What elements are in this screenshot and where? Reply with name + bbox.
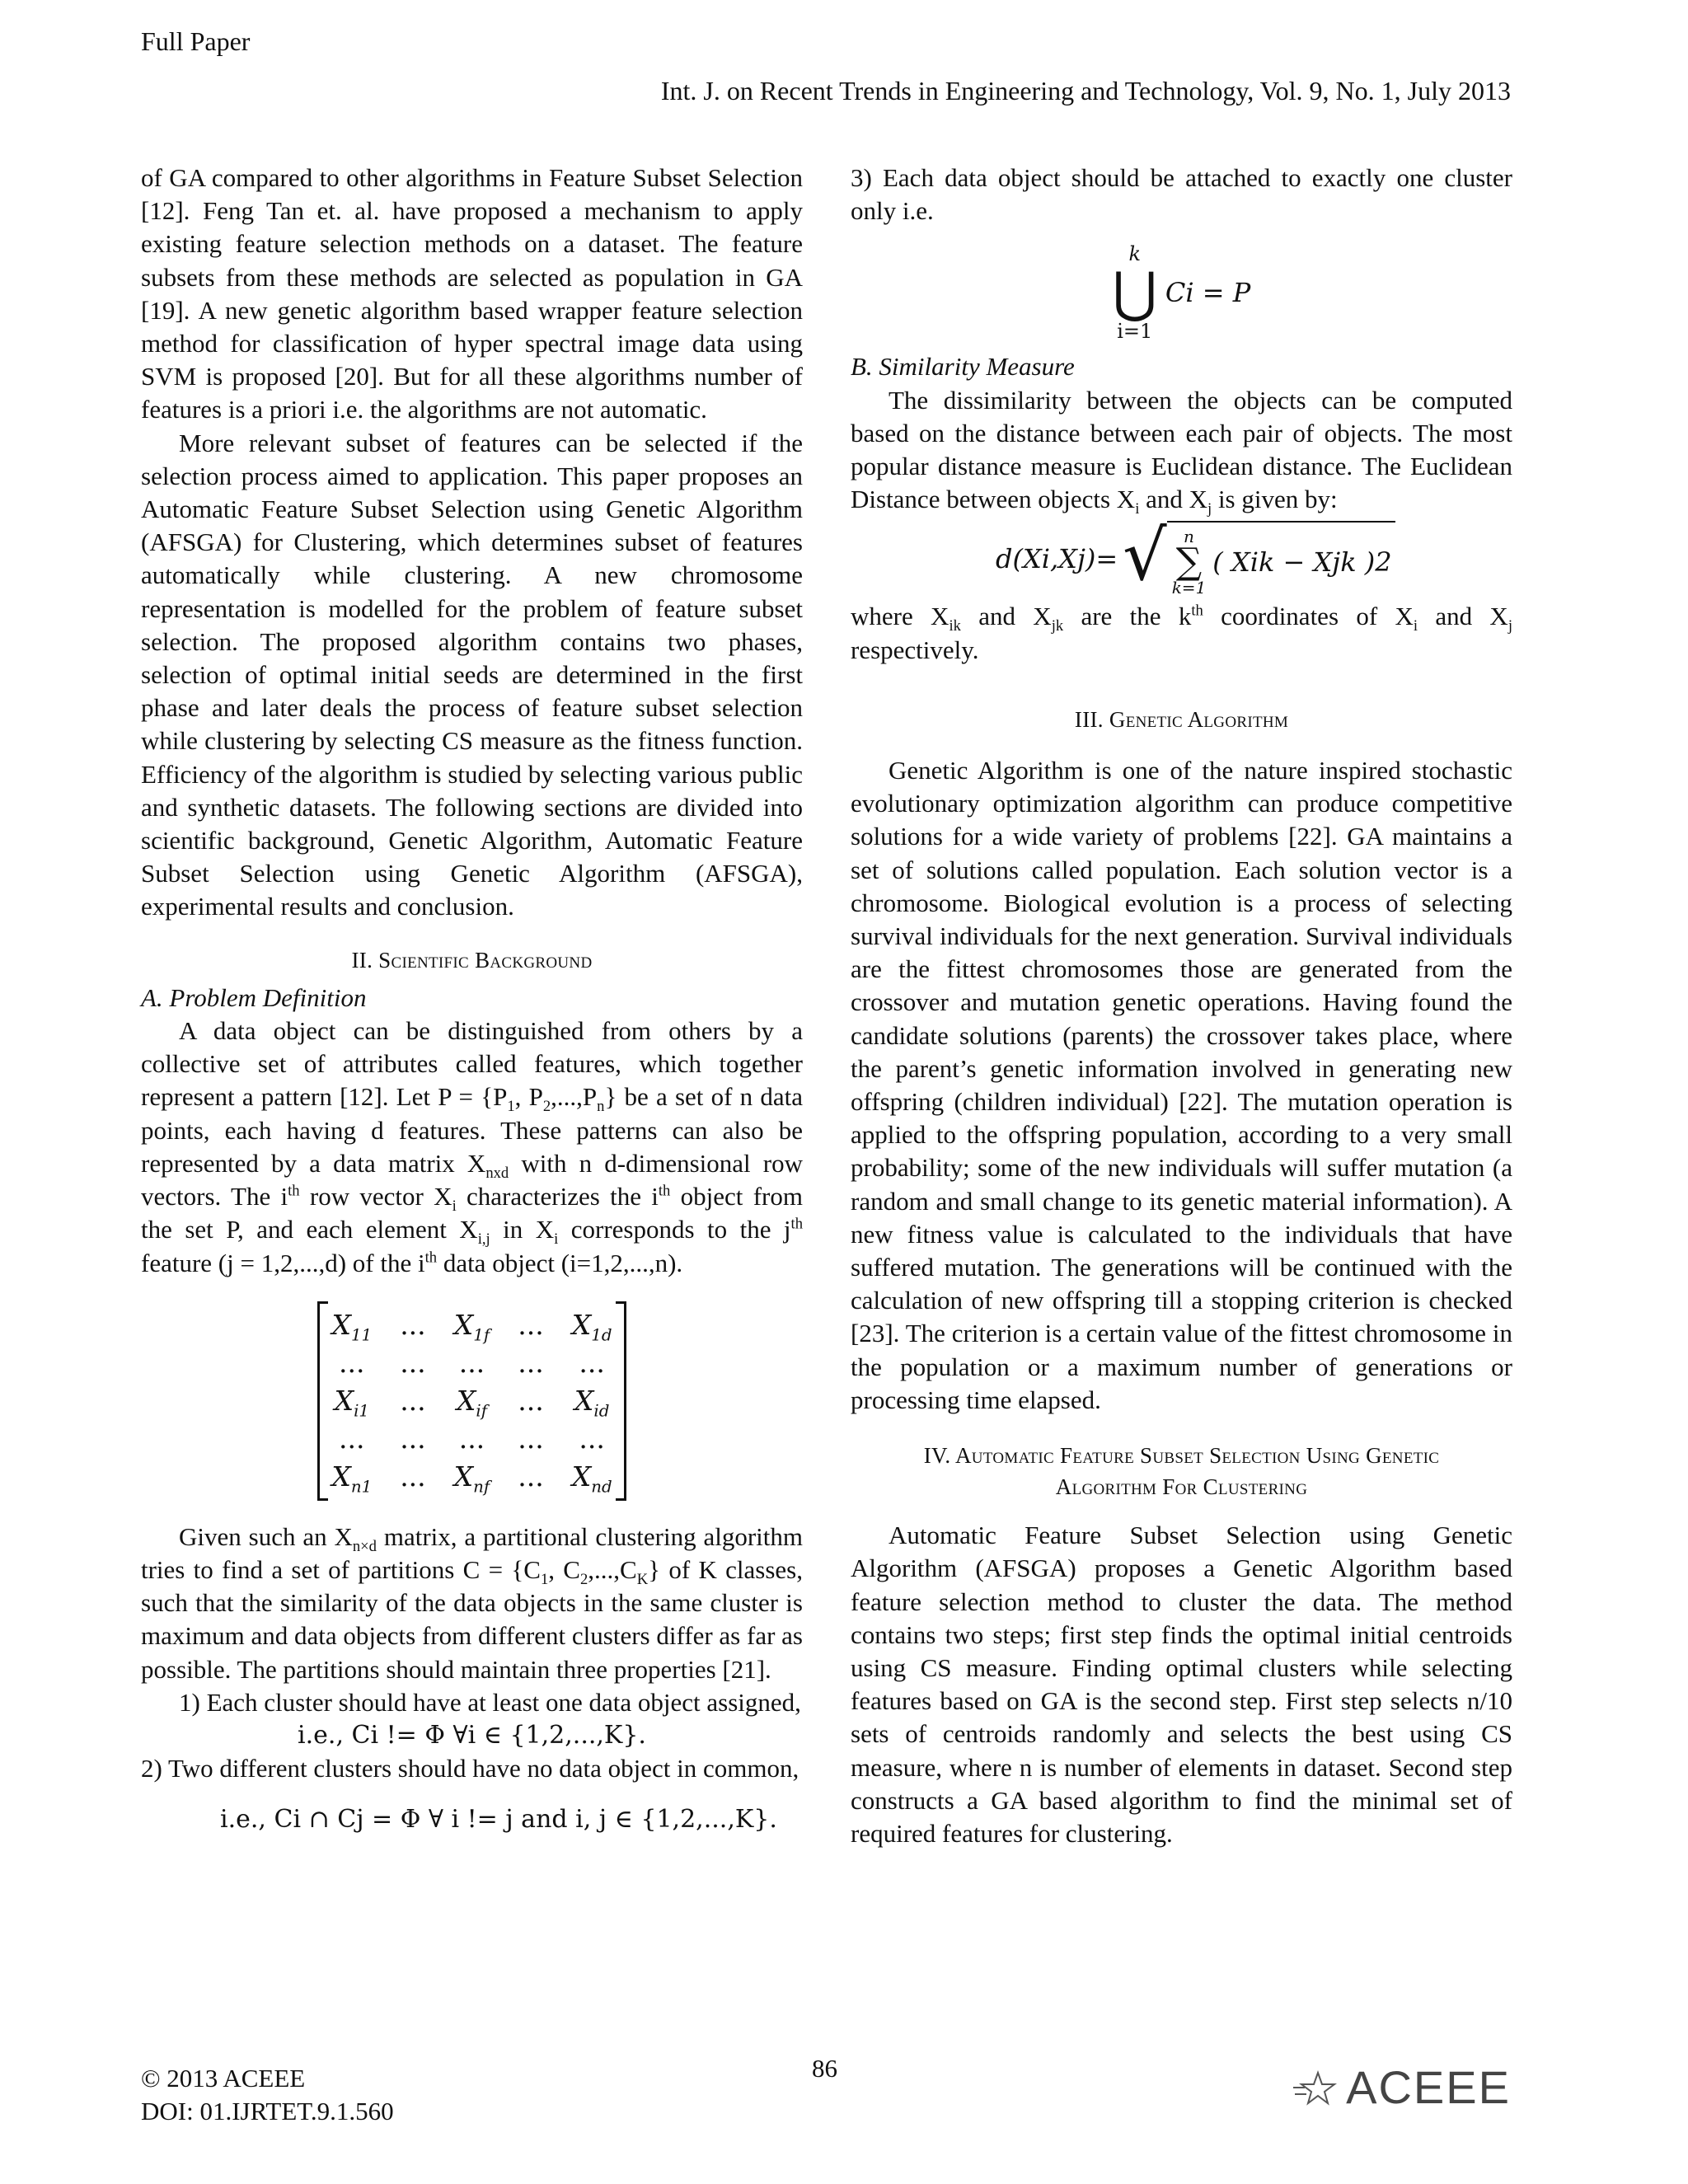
matrix-cell: ... bbox=[400, 1308, 426, 1341]
matrix-cell: ... bbox=[400, 1384, 426, 1417]
paragraph-problem-definition: A data object can be distinguished from others by a collective set of attributes called features, which together represent a pattern [12]. Let $P = \{P_1$, $P_2,...,P_n$} be a set of n data points, each having d features. These patterns can also be represented by a data matrix $X_{nxd}$ with n d-dimensional row vectors. The $i^{th}$ row vector $X_i$ characterizes the $i^{th}$ object from the set P, and each element $X_{i,j}$ in $X_i$ corresponds to the $j^{th}$ feature (j = 1,2,...,d) of the $i^{th}$ data object (i=1,2,...,n). bbox=[141, 1016, 804, 1277]
matrix-cell: $X_{11}$ bbox=[331, 1308, 373, 1345]
paragraph-similarity: The dissimilarity between the objects can be computed based on the distance between each pair of objects. The most popular distance measure is Euclidean distance. The Euclidean Distance between objects $X_i$ and $X_j$ is given by: bbox=[851, 385, 1512, 518]
copyright: © 2013 ACEEE bbox=[141, 2064, 306, 2093]
matrix-cell: ... bbox=[518, 1460, 544, 1493]
matrix-cell: ... bbox=[400, 1346, 426, 1379]
union-lower-limit: i=1 bbox=[1117, 320, 1153, 344]
union-equation bbox=[851, 236, 1512, 344]
paragraph-partitions: Given such an $X_{n\times d}$ matrix, a partitional clustering algorithm tries to find a set of partitions $C = \{C_1$, $C_2,...,C_K$} of K classes, such that the similarity of the data objects in the same cluster is maximum and data objects from different clusters differ as far as possible. The partitions should maintain three properties [21]. bbox=[141, 1521, 803, 1684]
paragraph-afsga: Automatic Feature Subset Selection using Genetic Algorithm (AFSGA) proposes a Genetic Algorithm based feature selection method to cluster the data. The method contains two steps; first step finds the optimal initial centroids using CS measure. Finding optimal clusters while selecting features based on GA is the second step. First step selects n/10 sets of centroids randomly and selects the best using CS measure, where n is number of elements in dataset. Second step constructs a GA based algorithm to find the minimal set of required features for clustering. bbox=[851, 1521, 1512, 1848]
matrix-cell: ... bbox=[339, 1422, 365, 1455]
matrix-cell: ... bbox=[518, 1384, 544, 1417]
paragraph-genetic-algorithm: Genetic Algorithm is one of the nature inspired stochastic evolutionary optimization algorithm can produce competitive solutions for a wide variety of problems [22]. GA maintains a set of solutions called population. Each solution vector is a chromosome. Biological evolution is a process of selecting survival individuals for the next generation. Survival individuals are the fittest chromosomes those are generated from the crossover and mutation genetic operations. Having found the candidate solutions (parents) the crossover takes place, where the parent’s genetic information involved in generating new offspring (children individual) [22]. The mutation operation is applied to the offspring population, according to a very small probability; some of the new individuals will suffer mutation (a random and small change to its genetic material information). A new fitness value is calculated to the individuals that have suffered mutation. The generations will be continued with the calculation of new offspring till a stopping criterion is checked [23]. The criterion is a certain value of the fittest chromosome in the population or a maximum number of generations or processing time elapsed. bbox=[851, 756, 1512, 1414]
matrix-cell: ... bbox=[458, 1346, 485, 1379]
matrix-cell: ... bbox=[579, 1422, 605, 1455]
data-matrix-figure bbox=[141, 1301, 803, 1501]
matrix-cell: $X_{id}$ bbox=[574, 1384, 610, 1421]
paragraph: of GA compared to other algorithms in Feature Subset Selection [12]. Feng Tan et. al. have proposed a mechanism to apply existing feature selection methods on a dataset. The feature subsets from these methods are selected as population in GA [19]. A new genetic algorithm based wrapper feature selection method for classification of hyper spectral image data using SVM is proposed [20]. But for all these algorithms number of features is a priori i.e. the algorithms are not automatic. bbox=[141, 163, 803, 424]
matrix-cell: ... bbox=[458, 1422, 485, 1455]
subsection-heading-a: A. Problem Definition bbox=[141, 982, 367, 1012]
matrix-cell: ... bbox=[400, 1422, 426, 1455]
matrix-cell: ... bbox=[518, 1346, 544, 1379]
union-upper-limit: k bbox=[1128, 242, 1142, 266]
euclidean-body: ( Xik − Xjk )2 bbox=[1212, 546, 1392, 579]
equation-1: i.e., Ci != Φ ∀i ∈ {1,2,...,K}. bbox=[298, 1720, 646, 1750]
matrix-cell: ... bbox=[518, 1422, 544, 1455]
euclidean-equation bbox=[851, 515, 1512, 598]
section-heading-2: II. Scientific Background bbox=[351, 947, 593, 972]
section-heading-4: IV. Automatic Feature Subset Selection Using Genetic Algorithm For Clustering bbox=[923, 1443, 1440, 1500]
paragraph: More relevant subset of features can be selected if the selection process aimed to application. This paper proposes an Automatic Feature Subset Selection using Genetic Algorithm (AFSGA) for Clustering, which determines subset of features automatically while clustering. A new chromosome representation is modelled for the problem of feature subset selection. The proposed algorithm contains two phases, selection of optimal initial seeds are determined in the first phase and later deals the process of feature subset selection while clustering by selecting CS measure as the fitness function. Efficiency of the algorithm is studied by selecting various public and synthetic datasets. The following sections are divided into scientific background, Genetic Algorithm, Automatic Feature Subset Selection using Genetic Algorithm (AFSGA), experimental results and conclusion. bbox=[141, 428, 803, 921]
matrix-cell: ... bbox=[579, 1346, 605, 1379]
matrix-cell: ... bbox=[400, 1460, 426, 1493]
matrix-cell: $X_{nf}$ bbox=[453, 1460, 490, 1497]
euclidean-lhs: d(Xi,Xj)= bbox=[996, 543, 1118, 575]
matrix-cell: $X_{1d}$ bbox=[571, 1308, 612, 1345]
running-header-journal: Int. J. on Recent Trends in Engineering and Technology, Vol. 9, No. 1, July 2013 bbox=[660, 76, 1511, 105]
matrix-cell: ... bbox=[339, 1346, 365, 1379]
matrix-cell: $X_{1f}$ bbox=[453, 1308, 490, 1345]
union-body: Ci = P bbox=[1165, 277, 1251, 309]
property-2: 2) Two different clusters should have no data object in common, bbox=[141, 1754, 799, 1783]
sqrt-icon: √ bbox=[1123, 515, 1167, 597]
page-number: 86 bbox=[812, 2054, 837, 2083]
matrix-cell: $X_{i1}$ bbox=[334, 1384, 369, 1421]
section-heading-3: III. Genetic Algorithm bbox=[1074, 706, 1289, 732]
matrix-cell: $X_{nd}$ bbox=[571, 1460, 612, 1497]
left-column bbox=[141, 162, 803, 1837]
publisher-logo bbox=[1293, 2060, 1511, 2114]
sum-lower-limit: k=1 bbox=[1171, 578, 1207, 598]
star-icon bbox=[1293, 2069, 1341, 2106]
matrix-cell: $X_{n1}$ bbox=[331, 1460, 373, 1497]
matrix-cell: ... bbox=[518, 1308, 544, 1341]
data-matrix bbox=[317, 1301, 626, 1501]
paragraph-coordinates: where $X_{ik}$ and $X_{jk}$ are the $k^{th}$ coordinates of $X_i$ and $X_j$ respectively. bbox=[851, 602, 1512, 664]
footer-left bbox=[141, 2062, 394, 2128]
union-symbol-icon: ⋃ bbox=[1112, 260, 1157, 325]
running-header-left: Full Paper bbox=[141, 26, 251, 56]
doi: DOI: 01.IJRTET.9.1.560 bbox=[141, 2097, 394, 2125]
logo-text: ACEEE bbox=[1346, 2061, 1511, 2113]
property-3: 3) Each data object should be attached to exactly one cluster only i.e. bbox=[851, 163, 1512, 226]
matrix-cell: $X_{if}$ bbox=[456, 1384, 488, 1421]
equation-2: i.e., Ci ∩ Cj = Φ ∀ i != j and i, j ∈ {1,2,...,K}. bbox=[220, 1805, 777, 1835]
property-1: 1) Each cluster should have at least one data object assigned, bbox=[179, 1687, 801, 1717]
subsection-heading-b: B. Similarity Measure bbox=[851, 352, 1075, 382]
sum-upper-limit: n bbox=[1184, 527, 1194, 547]
right-column bbox=[851, 162, 1512, 1850]
sigma-icon: ∑ bbox=[1175, 541, 1203, 583]
